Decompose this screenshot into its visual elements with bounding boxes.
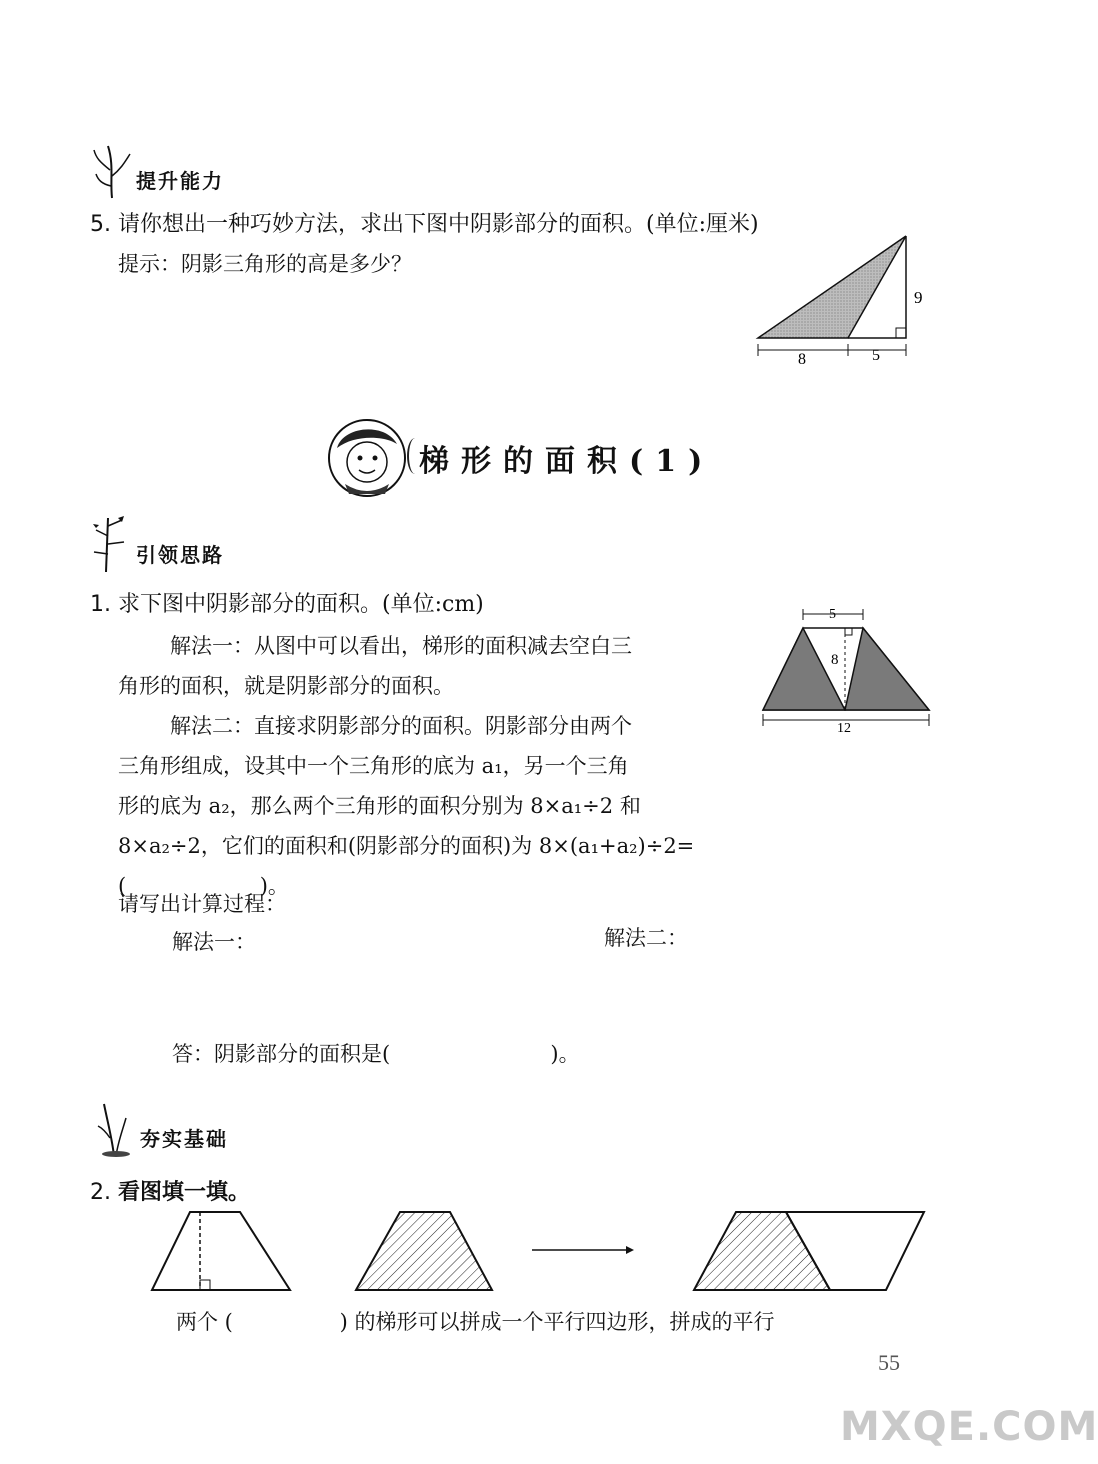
process-label: 请写出计算过程：: [118, 892, 286, 916]
section-header-guide: [92, 514, 224, 574]
cartoon-mascot-icon: [325, 418, 409, 498]
answer-line: 答：阴影部分的面积是( )。: [172, 1042, 580, 1066]
question-number: 2.: [90, 1180, 111, 1205]
height-label: 9: [914, 288, 923, 307]
plant-icon: [92, 140, 132, 200]
watermark: MXQE.COM: [840, 1404, 1098, 1450]
method2-line1: 解法二：直接求阴影部分的面积。阴影部分由两个: [170, 714, 632, 738]
hatched-trapezoid-in-parallelogram: [694, 1212, 830, 1290]
method1-line1: 解法一：从图中可以看出，梯形的面积减去空白三: [170, 634, 632, 658]
question-text: 请你想出一种巧妙方法，求出下图中阴影部分的面积。(单位:厘米): [118, 212, 759, 237]
section-header-foundation: [96, 1098, 228, 1158]
shaded-triangle: [758, 236, 906, 338]
height-label: 8: [831, 652, 839, 668]
hatched-trapezoid: [356, 1212, 492, 1290]
trapezoid-figure-q1: [755, 606, 935, 736]
question-number: 5.: [90, 212, 111, 237]
lesson-title: [415, 436, 728, 480]
question-number: 1.: [90, 592, 111, 617]
question-1: [90, 592, 484, 618]
trapezoid-figures-q2: [140, 1200, 940, 1300]
question-1-explanation: [118, 626, 738, 906]
section-header-improve: [92, 140, 224, 200]
method2-line2: 三角形组成，设其中一个三角形的底为 a₁，另一个三角: [118, 754, 629, 778]
method1-label: 解法一：: [172, 930, 256, 954]
method2-line4: 8×a₂÷2，它们的面积和(阴影部分的面积)为 8×(a₁+a₂)÷2=: [118, 834, 695, 858]
section-title: 引领思路: [136, 543, 224, 567]
bottom-length-label: 12: [837, 721, 851, 736]
section-title: 夯实基础: [140, 1127, 228, 1151]
shaded-triangle-left: [763, 628, 845, 710]
bamboo-icon: [92, 514, 132, 574]
question-5: [90, 212, 759, 238]
top-length-label: 5: [829, 607, 836, 622]
lesson-title-text: 梯形的面积(1): [415, 436, 718, 480]
grass-icon: [96, 1098, 136, 1158]
lesson-title-banner: [325, 418, 728, 498]
question-5-hint: 提示：阴影三角形的高是多少？: [118, 252, 412, 276]
shaded-triangle-right: [845, 628, 929, 710]
answer-blank-line: ( )。: [118, 874, 289, 898]
section-title: 提升能力: [136, 169, 224, 193]
question-2-fill: 两个 ( ) 的梯形可以拼成一个平行四边形，拼成的平行: [176, 1310, 775, 1334]
trapezoid-with-height: [152, 1212, 290, 1290]
method1-line2: 角形的面积，就是阴影部分的面积。: [118, 674, 454, 698]
question-text: 看图填一填。: [118, 1180, 251, 1205]
triangle-figure-q5: [750, 228, 930, 370]
method2-line3: 形的底为 a₂，那么两个三角形的面积分别为 8×a₁÷2 和: [118, 794, 641, 818]
base-left-label: 8: [798, 351, 806, 368]
page-number: 55: [878, 1350, 900, 1375]
base-right-label: 5: [872, 347, 880, 364]
question-text: 求下图中阴影部分的面积。(单位:cm): [118, 592, 484, 617]
method2-label: 解法二：: [604, 926, 688, 950]
